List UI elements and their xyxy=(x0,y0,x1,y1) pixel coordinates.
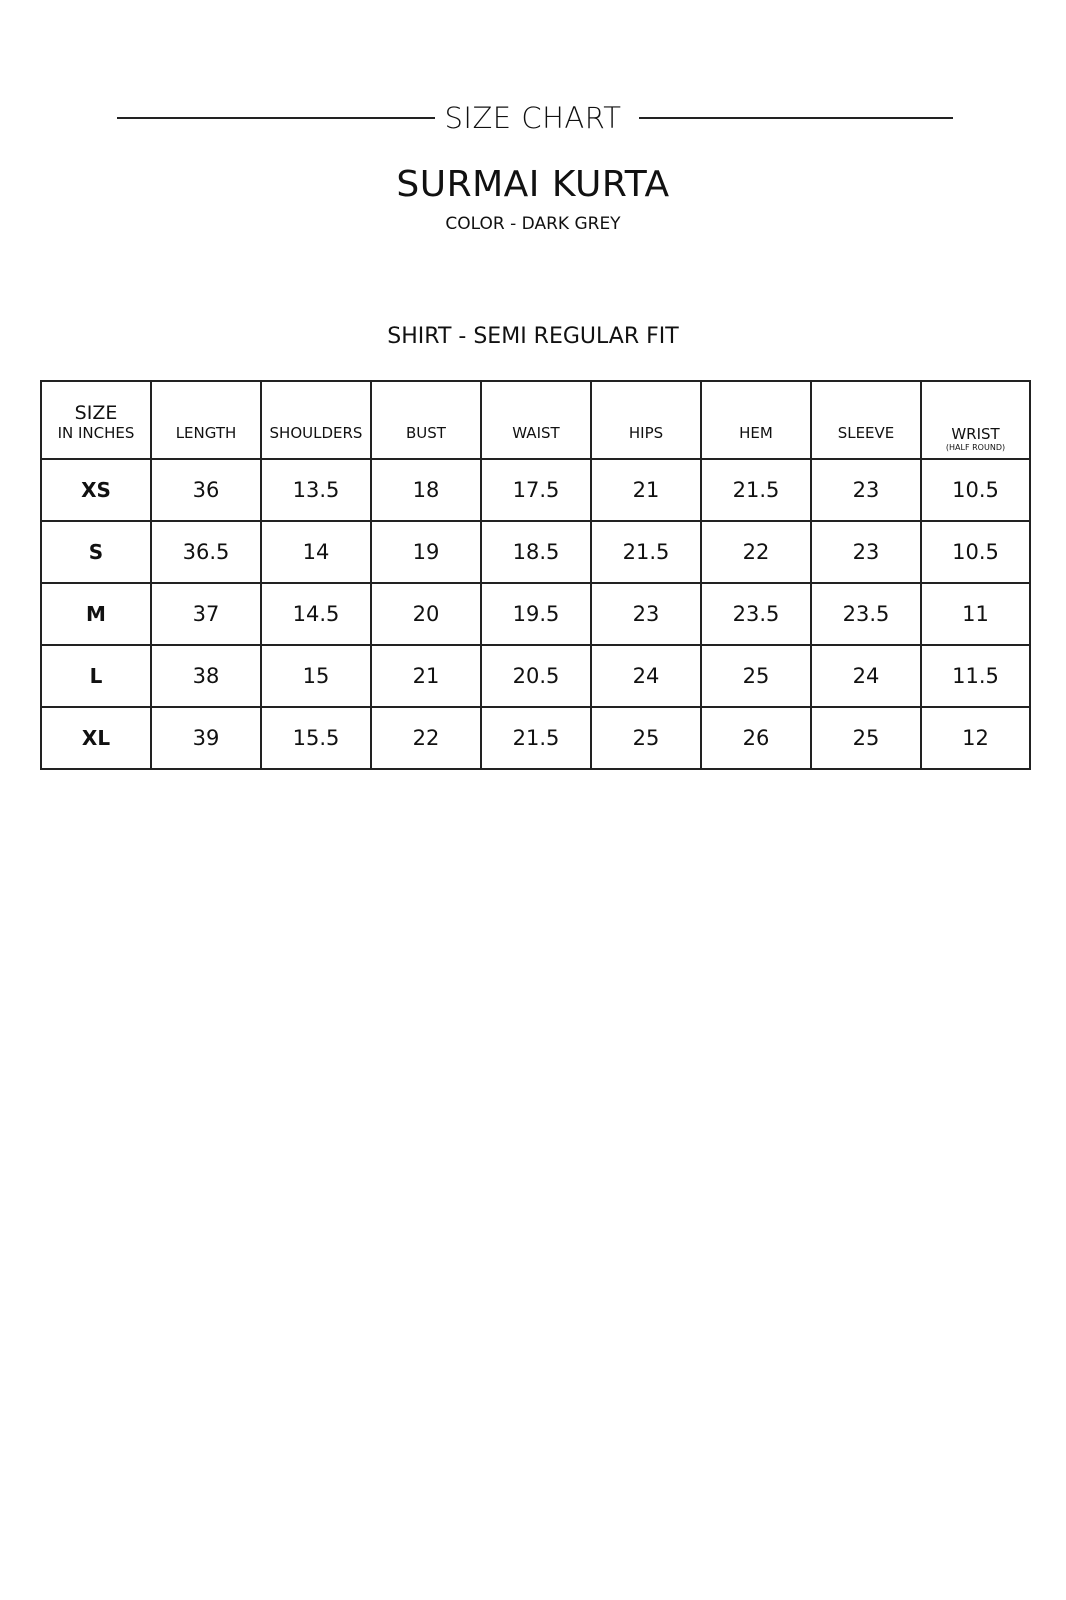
table-cell: 23 xyxy=(811,521,921,583)
table-cell: 23.5 xyxy=(701,583,811,645)
column-header-wrist xyxy=(921,381,1030,459)
table-cell: 39 xyxy=(151,707,261,769)
table-cell: 38 xyxy=(151,645,261,707)
table-row xyxy=(41,583,1030,645)
size-cell: S xyxy=(41,521,151,583)
table-cell: 13.5 xyxy=(261,459,371,521)
table-cell: 15.5 xyxy=(261,707,371,769)
table-header-row xyxy=(41,381,1030,459)
table-cell: 22 xyxy=(701,521,811,583)
table-cell: 14 xyxy=(261,521,371,583)
wrist-header-note: (HALF ROUND) xyxy=(945,443,1006,452)
table-cell: 11.5 xyxy=(921,645,1030,707)
table-cell: 25 xyxy=(591,707,701,769)
table-cell: 10.5 xyxy=(921,521,1030,583)
table-cell: 19 xyxy=(371,521,481,583)
table-cell: 24 xyxy=(811,645,921,707)
table-cell: 22 xyxy=(371,707,481,769)
size-chart-label: SIZE CHART xyxy=(444,101,622,135)
table-cell: 15 xyxy=(261,645,371,707)
table-cell: 25 xyxy=(811,707,921,769)
size-header-label: SIZE xyxy=(74,402,118,424)
table-cell: 37 xyxy=(151,583,261,645)
size-cell: XL xyxy=(41,707,151,769)
wrist-header-label: WRIST xyxy=(951,425,1000,443)
table-cell: 21.5 xyxy=(591,521,701,583)
table-cell: 20.5 xyxy=(481,645,591,707)
table-cell: 14.5 xyxy=(261,583,371,645)
table-cell: 36 xyxy=(151,459,261,521)
table-cell: 17.5 xyxy=(481,459,591,521)
table-cell: 23 xyxy=(811,459,921,521)
column-header-waist: WAIST xyxy=(481,381,591,459)
table-row xyxy=(41,521,1030,583)
table-cell: 21.5 xyxy=(481,707,591,769)
product-name: SURMAI KURTA xyxy=(396,164,670,205)
table-cell: 26 xyxy=(701,707,811,769)
size-table xyxy=(40,380,1031,770)
table-cell: 18 xyxy=(371,459,481,521)
table-cell: 20 xyxy=(371,583,481,645)
table-cell: 18.5 xyxy=(481,521,591,583)
table-cell: 21.5 xyxy=(701,459,811,521)
table-cell: 36.5 xyxy=(151,521,261,583)
size-cell: XS xyxy=(41,459,151,521)
table-row xyxy=(41,459,1030,521)
table-cell: 23.5 xyxy=(811,583,921,645)
table-cell: 23 xyxy=(591,583,701,645)
product-color: COLOR - DARK GREY xyxy=(445,214,621,234)
size-cell: M xyxy=(41,583,151,645)
table-cell: 21 xyxy=(591,459,701,521)
fit-label: SHIRT - SEMI REGULAR FIT xyxy=(387,324,679,349)
table-cell: 12 xyxy=(921,707,1030,769)
table-cell: 10.5 xyxy=(921,459,1030,521)
column-header-hips: HIPS xyxy=(591,381,701,459)
size-cell: L xyxy=(41,645,151,707)
column-header-shoulders: SHOULDERS xyxy=(261,381,371,459)
table-cell: 19.5 xyxy=(481,583,591,645)
table-cell: 11 xyxy=(921,583,1030,645)
table-cell: 24 xyxy=(591,645,701,707)
size-header-unit: IN INCHES xyxy=(57,424,135,442)
size-column-header xyxy=(41,381,151,459)
column-header-length: LENGTH xyxy=(151,381,261,459)
column-header-hem: HEM xyxy=(701,381,811,459)
table-row xyxy=(41,707,1030,769)
table-row xyxy=(41,645,1030,707)
table-cell: 21 xyxy=(371,645,481,707)
column-header-sleeve: SLEEVE xyxy=(811,381,921,459)
column-header-bust: BUST xyxy=(371,381,481,459)
table-cell: 25 xyxy=(701,645,811,707)
